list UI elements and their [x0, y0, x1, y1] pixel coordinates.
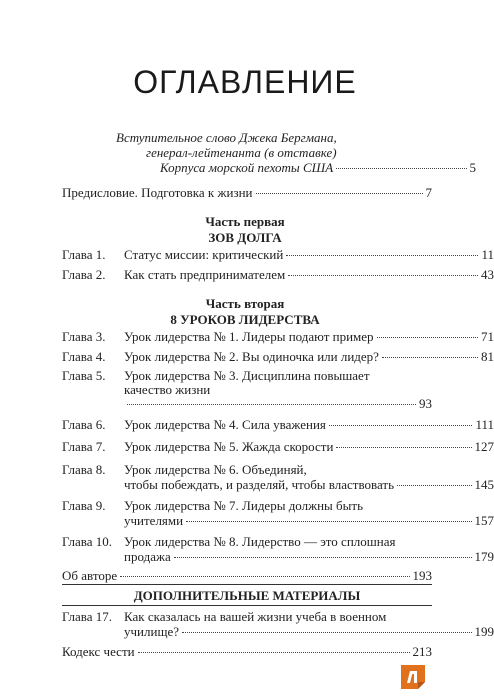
foreword-line-3: [116, 160, 476, 175]
dot-leader: [186, 521, 471, 522]
dot-leader: [182, 632, 472, 633]
chapter-number: Глава 17.: [62, 609, 113, 624]
chapter-title: Урок лидерства № 7. Лидеры должны быть: [124, 498, 364, 513]
preface-text: Предисловие. Подготовка к жизни: [62, 185, 253, 200]
chapter-title-line-2: училище?: [124, 624, 179, 639]
page-number: 7: [425, 185, 432, 200]
code-of-honor-text: Кодекс чести: [62, 644, 135, 659]
dot-leader: [120, 576, 409, 577]
page-number: 179: [474, 549, 494, 564]
chapter-number: Глава 3.: [62, 329, 106, 344]
dot-leader: [336, 168, 466, 169]
chapter-title-line-2: качество жизни: [124, 382, 211, 397]
divider: [62, 605, 432, 606]
toc-entry-continued: [62, 513, 494, 529]
chapter-number: Глава 4.: [62, 349, 106, 364]
chapter-title: Урок лидерства № 8. Лидерство — это сплошная: [124, 534, 396, 549]
toc-entry[interactable]: [62, 329, 494, 345]
chapter-title: Статус миссии: критический: [124, 247, 284, 262]
part-1-title: ЗОВ ДОЛГА: [208, 230, 282, 245]
page-number: 111: [475, 417, 494, 432]
chapter-title: Урок лидерства № 6. Объединяй,: [124, 462, 307, 477]
page-number: 5: [469, 160, 476, 175]
chapter-title: Урок лидерства № 4. Сила уважения: [124, 417, 326, 432]
part-1-label: Часть первая: [205, 214, 285, 229]
part-2-label: Часть вторая: [205, 296, 285, 311]
chapter-title: Как сказалась на вашей жизни учеба в военном: [124, 609, 387, 624]
page-number: 11: [481, 247, 494, 262]
toc-entry-continued: [62, 477, 494, 493]
toc-entry-continued: [62, 624, 494, 640]
chapter-title-line-2: учителями: [124, 513, 184, 528]
toc-entry[interactable]: [62, 534, 432, 550]
toc-entry-page-row: [62, 396, 432, 412]
chapter-title: Урок лидерства № 3. Дисциплина повышает: [124, 368, 370, 383]
chapter-title-line-2: чтобы побеждать, и разделяй, чтобы властвовать: [124, 477, 395, 492]
chapter-title: Урок лидерства № 1. Лидеры подают пример: [124, 329, 374, 344]
chapter-number: Глава 6.: [62, 417, 106, 432]
preface-entry[interactable]: [62, 185, 432, 201]
toc-entry[interactable]: [62, 462, 432, 478]
page-number: 199: [474, 624, 494, 639]
toc-entry[interactable]: [62, 609, 432, 625]
foreword-line-1: Вступительное слово Джека Бергмана,: [116, 130, 337, 145]
chapter-number: Глава 5.: [62, 368, 106, 383]
dot-leader: [288, 275, 478, 276]
extras-title: ДОПОЛНИТЕЛЬНЫЕ МАТЕРИАЛЫ: [133, 588, 361, 603]
dot-leader: [127, 404, 416, 405]
toc-entry[interactable]: [62, 439, 494, 455]
dot-leader: [397, 485, 471, 486]
about-author-entry[interactable]: [62, 568, 432, 584]
page-number: 193: [412, 568, 432, 583]
page-number: 127: [474, 439, 494, 454]
page-number: 213: [412, 644, 432, 659]
dot-leader: [286, 255, 478, 256]
foreword-entry[interactable]: [116, 130, 476, 175]
page-number: 81: [481, 349, 494, 364]
divider: [62, 584, 432, 585]
part-2-title: 8 УРОКОВ ЛИДЕРСТВА: [170, 312, 320, 327]
code-of-honor-entry[interactable]: [62, 644, 432, 660]
toc-entry-continued: [62, 549, 494, 565]
chapter-number: Глава 8.: [62, 462, 106, 477]
dot-leader: [256, 193, 423, 194]
foreword-line-2: генерал-лейтенанта (в отставке): [146, 145, 337, 160]
publisher-logo-icon: [398, 662, 428, 692]
chapter-title: Как стать предпринимателем: [124, 267, 286, 282]
toc-entry[interactable]: [62, 247, 494, 263]
dot-leader: [377, 337, 478, 338]
chapter-number: Глава 2.: [62, 267, 106, 282]
chapter-title-line-2: продажа: [124, 549, 171, 564]
page-title: ОГЛАВЛЕНИЕ: [133, 64, 357, 100]
chapter-number: Глава 1.: [62, 247, 106, 262]
toc-entry[interactable]: [62, 349, 494, 365]
page-number: 43: [481, 267, 494, 282]
dot-leader: [329, 425, 473, 426]
page-number: 157: [474, 513, 494, 528]
toc-entry[interactable]: [62, 498, 432, 514]
page-number: 71: [481, 329, 494, 344]
dot-leader: [138, 652, 410, 653]
about-author-text: Об авторе: [62, 568, 118, 583]
foreword-line-3-text: Корпуса морской пехоты США: [160, 160, 334, 175]
chapter-title: Урок лидерства № 5. Жажда скорости: [124, 439, 334, 454]
toc-entry[interactable]: [62, 417, 494, 433]
chapter-number: Глава 7.: [62, 439, 106, 454]
chapter-title: Урок лидерства № 2. Вы одиночка или лидер?: [124, 349, 379, 364]
chapter-number: Глава 9.: [62, 498, 106, 513]
dot-leader: [174, 557, 472, 558]
dot-leader: [382, 357, 478, 358]
chapter-number: Глава 10.: [62, 534, 113, 549]
page-number: 145: [474, 477, 494, 492]
dot-leader: [336, 447, 471, 448]
toc-entry[interactable]: [62, 267, 494, 283]
page-number: 93: [419, 396, 432, 411]
